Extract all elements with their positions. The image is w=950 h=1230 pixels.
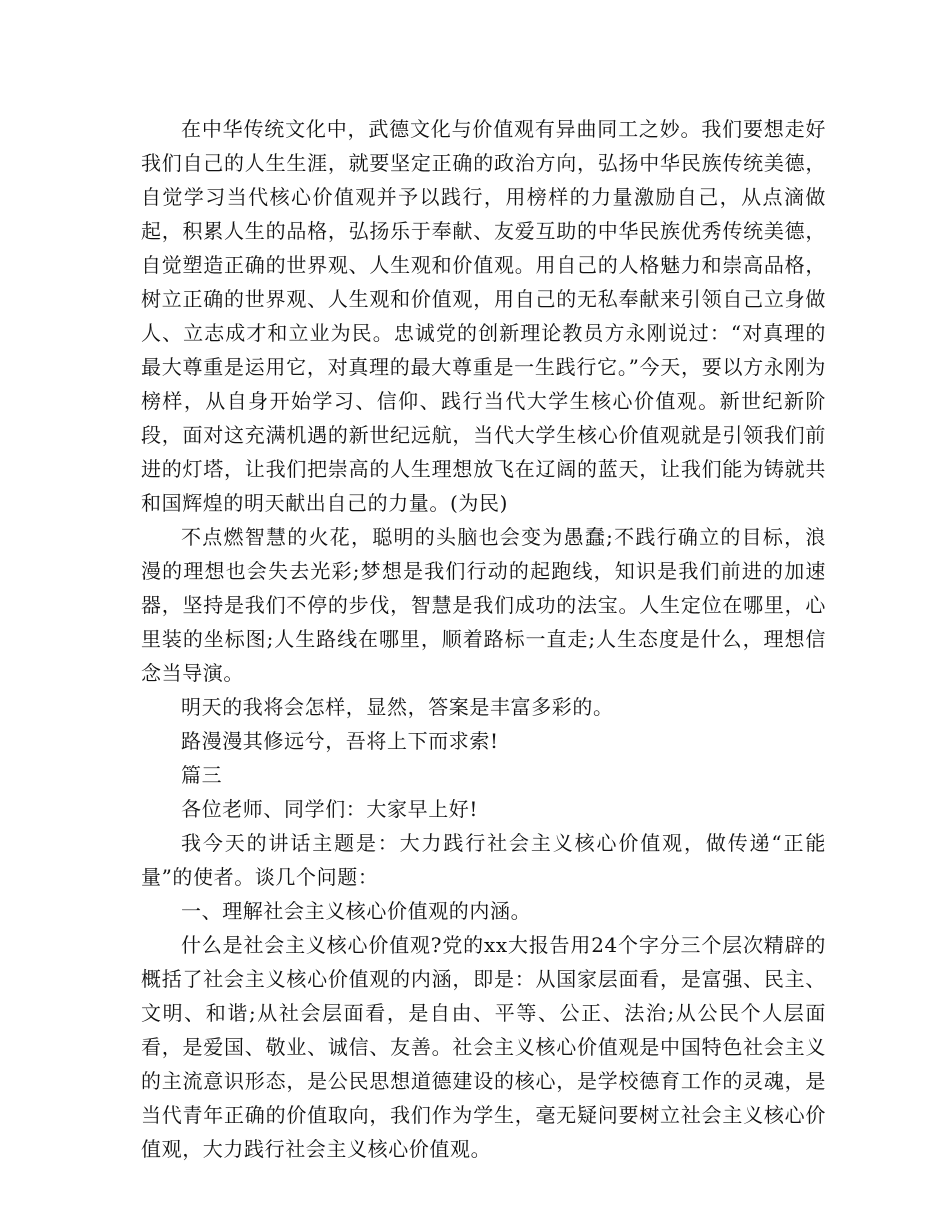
paragraph-greeting: 各位老师、同学们：大家早上好! <box>181 797 479 821</box>
document-body <box>141 112 826 1166</box>
section-heading-part-three: 篇三 <box>181 763 223 787</box>
paragraph-speech-topic: 我今天的讲话主题是：大力践行社会主义核心价值观，做传递“正能量”的使者。谈几个问题： <box>141 831 826 889</box>
paragraph-wisdom-spark: 不点燃智慧的火花，聪明的头脑也会变为愚蠢;不践行确立的目标，浪漫的理想也会失去光彩;梦想是我们行动的起跑线，知识是我们前进的加速器，坚持是我们不停的步伐，智慧是我们成功的法宝。人生定位在哪里，心里装的坐标图;人生路线在哪里，顺着路标一直走;人生态度是什么，理想信念当导演。 <box>141 525 826 685</box>
paragraph-wude-culture: 在中华传统文化中，武德文化与价值观有异曲同工之妙。我们要想走好我们自己的人生生涯，就要坚定正确的政治方向，弘扬中华民族传统美德，自觉学习当代核心价值观并予以践行，用榜样的力量激励自己，从点滴做起，积累人生的品格，弘扬乐于奉献、友爱互助的中华民族优秀传统美德，自觉塑造正确的世界观、人生观和价值观。用自己的人格魅力和崇高品格，树立正确的世界观、人生观和价值观，用自己的无私奉献来引领自己立身做人、立志成才和立业为民。忠诚党的创新理论教员方永刚说过：“对真理的最大尊重是运用它，对真理的最大尊重是一生践行它。”今天，要以方永刚为榜样，从自身开始学习、信仰、践行当代大学生核心价值观。新世纪新阶段，面对这充满机遇的新世纪远航，当代大学生核心价值观就是引领我们前进的灯塔，让我们把崇高的人生理想放飞在辽阔的蓝天，让我们能为铸就共和国辉煌的明天献出自己的力量。(为民) <box>141 117 826 515</box>
paragraph-core-values-definition: 什么是社会主义核心价值观?党的xx大报告用24个字分三个层次精辟的概括了社会主义核心价值观的内涵，即是：从国家层面看，是富强、民主、文明、和谐;从社会层面看，是自由、平等、公正、法治;从公民个人层面看，是爱国、敬业、诚信、友善。社会主义核心价值观是中国特色社会主义的主流意识形态，是公民思想道德建设的核心，是学校德育工作的灵魂，是当代青年正确的价值取向，我们作为学生，毫无疑问要树立社会主义核心价值观，大力践行社会主义核心价值观。 <box>141 933 826 1161</box>
paragraph-long-road: 路漫漫其修远兮，吾将上下而求索! <box>181 729 499 753</box>
paragraph-tomorrow: 明天的我将会怎样，显然，答案是丰富多彩的。 <box>181 695 614 719</box>
subheading-understand-values: 一、理解社会主义核心价值观的内涵。 <box>181 899 532 923</box>
